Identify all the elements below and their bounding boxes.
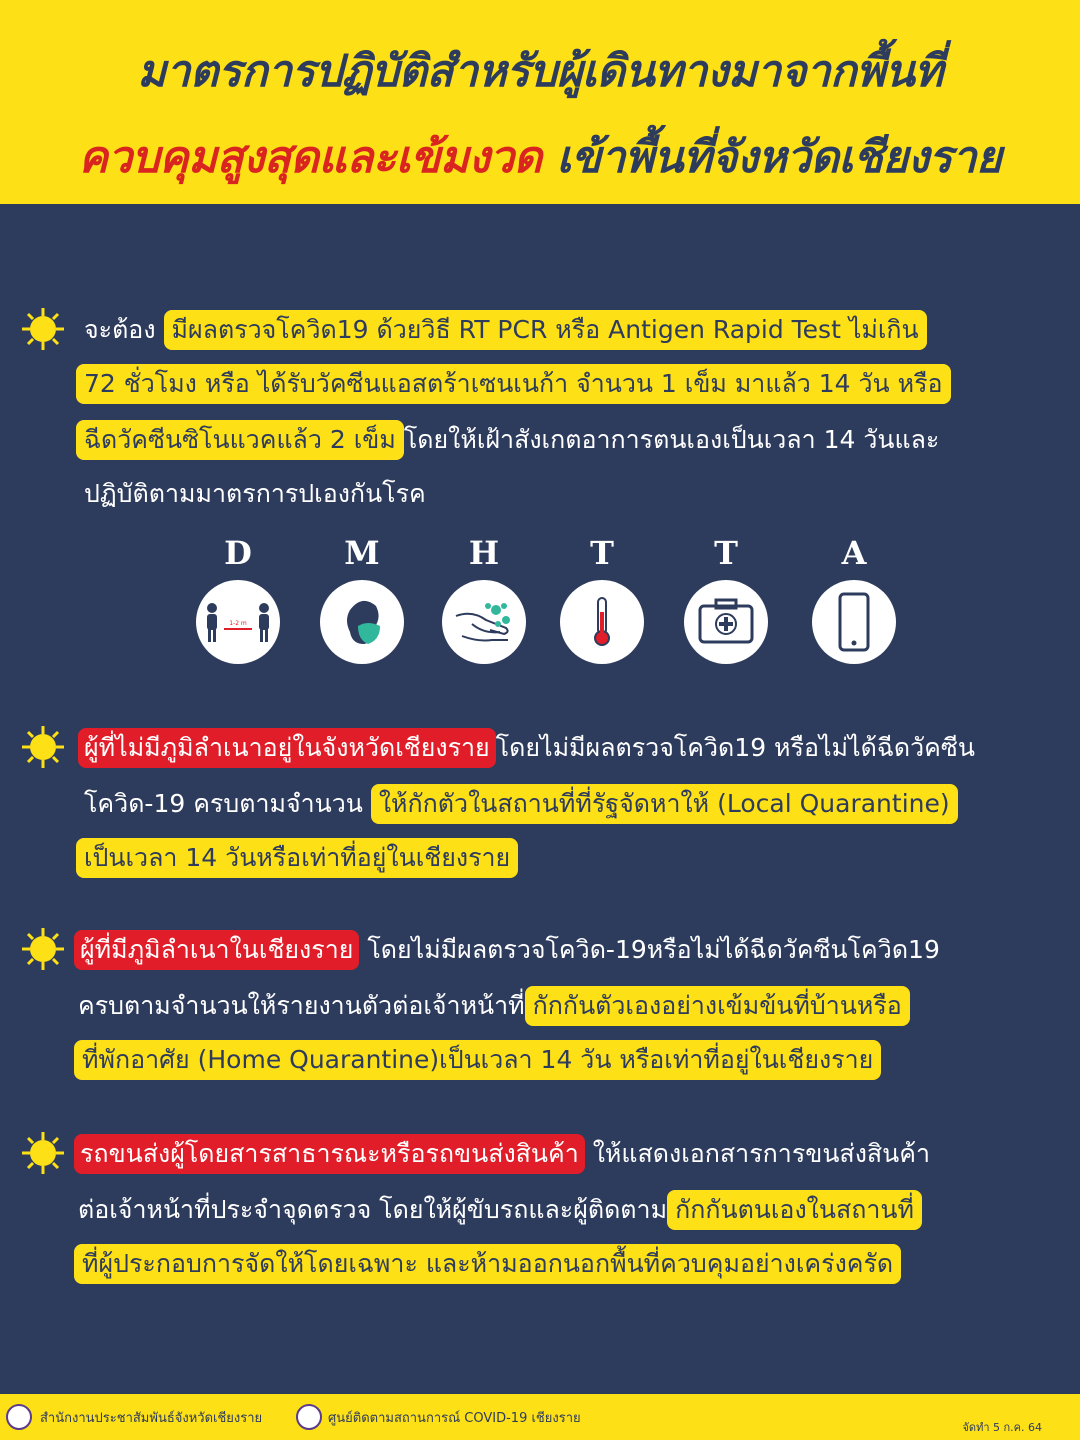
section3-line1-text: โดยไม่มีผลตรวจโควิด-19หรือไม่ได้ฉีดวัคซีนโควิด19 — [359, 935, 940, 964]
section2-line3-highlight: เป็นเวลา 14 วันหรือเท่าที่อยู่ในเชียงราย — [76, 838, 518, 878]
section1-line3-highlight: ฉีดวัคซีนซิโนแวคแล้ว 2 เข็ม — [76, 420, 404, 460]
section2-line1-red: ผู้ที่ไม่มีภูมิลำเนาอยู่ในจังหวัดเชียงราย — [78, 728, 496, 768]
thermometer-icon — [560, 580, 644, 664]
section1-line2 — [76, 364, 951, 404]
section1-line4 — [84, 474, 426, 514]
section3-line2 — [78, 986, 910, 1026]
face-mask-icon — [320, 580, 404, 664]
section3-line2-text: ครบตามจำนวนให้รายงานตัวต่อเจ้าหน้าที่ — [78, 991, 525, 1020]
section2-line2 — [84, 784, 958, 824]
footer-org2: ศูนย์ติดตามสถานการณ์ COVID-19 เชียงราย — [328, 1411, 581, 1426]
section3-line1-red: ผู้ที่มีภูมิลำเนาในเชียงราย — [74, 930, 359, 970]
virus-bullet-icon — [20, 926, 66, 972]
section1-line1 — [84, 310, 927, 350]
section3-line2-highlight: กักกันตัวเองอย่างเข้มข้นที่บ้านหรือ — [525, 986, 910, 1026]
letter-d: D — [224, 534, 252, 572]
section1-line1-text: จะต้อง — [84, 315, 156, 344]
social-distance-icon — [196, 580, 280, 664]
title-line-1: มาตรการปฏิบัติสำหรับผู้เดินทางมาจากพื้นที่ — [137, 46, 943, 97]
section1-line1-highlight: มีผลตรวจโควิด19 ด้วยวิธี RT PCR หรือ Antigen Rapid Test ไม่เกิน — [164, 310, 927, 350]
footer-date: จัดทำ 5 ก.ค. 64 — [962, 1421, 1042, 1434]
section4-line2-text: ต่อเจ้าหน้าที่ประจำจุดตรวจ โดยให้ผู้ขับรถและผู้ติดตาม — [78, 1195, 668, 1224]
covid-center-logo-icon — [296, 1404, 322, 1430]
letter-a: A — [841, 534, 867, 572]
section1-line3-text: โดยให้เฝ้าสังเกตอาการตนเองเป็นเวลา 14 วันและ — [403, 425, 940, 454]
section2-line2-highlight: ให้กักตัวในสถานที่ที่รัฐจัดหาให้ (Local Quarantine) — [371, 784, 958, 824]
virus-bullet-icon — [20, 724, 66, 770]
title-line-2 — [0, 122, 1080, 192]
section4-line2 — [78, 1190, 922, 1230]
section2-line1 — [78, 728, 975, 768]
header-banner — [0, 0, 1080, 204]
hand-wash-icon — [442, 580, 526, 664]
letter-t1: T — [590, 534, 614, 572]
section2-line3 — [76, 838, 518, 878]
section4-line3 — [74, 1244, 901, 1284]
smartphone-icon — [812, 580, 896, 664]
section4-line1-text: ให้แสดงเอกสารการขนส่งสินค้า — [584, 1139, 931, 1168]
letter-h: H — [468, 534, 500, 572]
section4-line1 — [74, 1134, 930, 1174]
section1-line2-highlight: 72 ชั่วโมง หรือ ได้รับวัคซีนแอสตร้าเซนเนก้า จำนวน 1 เข็ม มาแล้ว 14 วัน หรือ — [76, 364, 951, 404]
title-navy-text: เข้าพื้นที่จังหวัดเชียงราย — [556, 132, 1002, 183]
first-aid-kit-icon — [684, 580, 768, 664]
section3-line3-highlight: ที่พักอาศัย (Home Quarantine)เป็นเวลา 14 วัน หรือเท่าที่อยู่ในเชียงราย — [74, 1040, 881, 1080]
footer-org1: สำนักงานประชาสัมพันธ์จังหวัดเชียงราย — [40, 1411, 263, 1426]
section3-line1 — [74, 930, 940, 970]
org-logo-icon — [6, 1404, 32, 1430]
title-red-text: ควบคุมสูงสุดและเข้มงวด — [78, 132, 542, 183]
section1-line4-text: ปฏิบัติตามมาตรการปเองกันโรค — [84, 479, 426, 508]
section3-line3 — [74, 1040, 881, 1080]
section1-line3 — [76, 420, 939, 460]
virus-bullet-icon — [20, 306, 66, 352]
distance-label: 1-2 m — [229, 620, 247, 627]
letter-t2: T — [714, 534, 738, 572]
section4-line1-red: รถขนส่งผู้โดยสารสาธารณะหรือรถขนส่งสินค้า — [74, 1134, 585, 1174]
letter-m: M — [344, 534, 380, 572]
section4-line2-highlight: กักกันตนเองในสถานที่ — [667, 1190, 922, 1230]
footer — [0, 1394, 1080, 1440]
section2-line2-text: โควิด-19 ครบตามจำนวน — [84, 789, 363, 818]
section4-line3-highlight: ที่ผู้ประกอบการจัดให้โดยเฉพาะ และห้ามออกนอกพื้นที่ควบคุมอย่างเคร่งครัด — [74, 1244, 901, 1284]
section2-line1-text: โดยไม่มีผลตรวจโควิด19 หรือไม่ได้ฉีดวัคซีน — [495, 733, 975, 762]
virus-bullet-icon — [20, 1130, 66, 1176]
